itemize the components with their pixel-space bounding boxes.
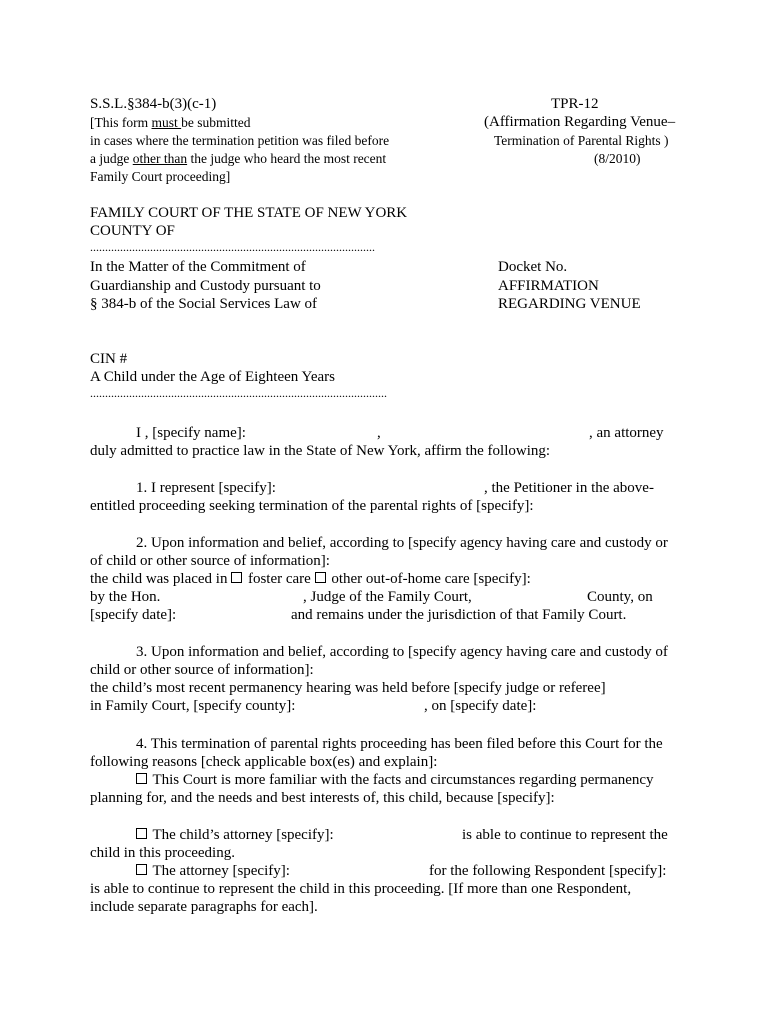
option-label: The attorney [specify]: xyxy=(149,863,290,879)
docket-label: Docket No. xyxy=(498,259,568,275)
date-label: [specify date]: xyxy=(90,607,177,623)
document-title: AFFIRMATION xyxy=(498,278,599,294)
option-line: child in this proceeding. xyxy=(90,845,235,861)
caption-divider: ............................................................................................... xyxy=(90,240,375,254)
form-subtitle: Termination of Parental Rights ) xyxy=(494,133,669,148)
cin-label: CIN # xyxy=(90,351,128,367)
form-note-line xyxy=(90,114,251,132)
note-emphasis: other than xyxy=(132,151,188,166)
option-label: This Court is more familiar with the facts and circumstances regarding permanency xyxy=(149,772,654,788)
option-line: planning for, and the needs and best interests of, this child, because [specify]: xyxy=(90,790,555,806)
option-respondent-attorney xyxy=(136,862,290,880)
court-name: FAMILY COURT OF THE STATE OF NEW YORK xyxy=(90,205,408,221)
para1-line: entitled proceeding seeking termination of the parental rights of [specify]: xyxy=(90,498,534,514)
placement-text: the child was placed in xyxy=(90,571,232,587)
option-text: for the following Respondent [specify]: xyxy=(429,863,667,879)
date-label: , on [specify date]: xyxy=(424,698,537,714)
name-separator: , xyxy=(377,425,381,441)
caption-divider: ................................................................................................... xyxy=(90,386,387,400)
matter-line: In the Matter of the Commitment of xyxy=(90,259,306,275)
foster-care-label: foster care xyxy=(244,571,315,587)
para1-represent: 1. I represent [specify]: xyxy=(136,480,276,496)
attorney-text: , an attorney xyxy=(589,425,664,441)
note-text: a judge xyxy=(90,151,133,166)
note-text: the judge who heard the most recent xyxy=(187,151,387,166)
option-line: include separate paragraphs for each]. xyxy=(90,899,318,915)
para2-line: 2. Upon information and belief, according to [specify agency having care and custody or xyxy=(136,535,668,551)
judge-court-text: , Judge of the Family Court, xyxy=(303,589,472,605)
form-title: (Affirmation Regarding Venue– xyxy=(484,114,676,130)
respondent-attorney-checkbox[interactable] xyxy=(136,864,147,875)
child-designation: A Child under the Age of Eighteen Years xyxy=(90,369,335,385)
document-title: REGARDING VENUE xyxy=(498,296,641,312)
option-childs-attorney xyxy=(136,826,334,844)
matter-line: Guardianship and Custody pursuant to xyxy=(90,278,321,294)
note-emphasis: must xyxy=(151,115,182,130)
other-care-label: other out-of-home care [specify]: xyxy=(327,571,531,587)
matter-line: § 384-b of the Social Services Law of xyxy=(90,296,318,312)
form-date: (8/2010) xyxy=(594,151,641,166)
note-text: [This form xyxy=(90,115,152,130)
para4-line: 4. This termination of parental rights proceeding has been filed before this Court for the xyxy=(136,736,663,752)
county-label: in Family Court, [specify county]: xyxy=(90,698,296,714)
para3-line: 3. Upon information and belief, according to [specify agency having care and custody of xyxy=(136,644,668,660)
para4-line: following reasons [check applicable box(es) and explain]: xyxy=(90,754,438,770)
form-note-line: in cases where the termination petition was filed before xyxy=(90,133,390,148)
other-care-checkbox[interactable] xyxy=(315,572,326,583)
intro-line: duly admitted to practice law in the State of New York, affirm the following: xyxy=(90,443,551,459)
option-text: is able to continue to represent the xyxy=(462,827,668,843)
para1-petitioner: , the Petitioner in the above- xyxy=(484,480,654,496)
form-id: TPR-12 xyxy=(551,96,599,112)
para3-line: child or other source of information]: xyxy=(90,662,314,678)
para2-line: of child or other source of information]: xyxy=(90,553,330,569)
note-text: be submitted xyxy=(181,115,251,130)
para3-line: the child’s most recent permanency hearing was held before [specify judge or referee] xyxy=(90,680,606,696)
affirmant-name-label: I , [specify name]: xyxy=(136,425,246,441)
judge-label: by the Hon. xyxy=(90,589,161,605)
county-label: COUNTY OF xyxy=(90,223,175,239)
childs-attorney-checkbox[interactable] xyxy=(136,828,147,839)
option-line: is able to continue to represent the child in this proceeding. [If more than one Respondent, xyxy=(90,881,632,897)
option-court-familiar xyxy=(136,771,654,789)
county-on-text: County, on xyxy=(587,589,653,605)
jurisdiction-text: and remains under the jurisdiction of that Family Court. xyxy=(291,607,627,623)
statute-citation: S.S.L.§384-b(3)(c-1) xyxy=(90,96,217,112)
para2-placement-line xyxy=(90,570,531,588)
foster-care-checkbox[interactable] xyxy=(231,572,242,583)
option-label: The child’s attorney [specify]: xyxy=(149,827,334,843)
form-note-line: Family Court proceeding] xyxy=(90,169,231,184)
form-note-line xyxy=(90,150,386,168)
court-familiar-checkbox[interactable] xyxy=(136,773,147,784)
